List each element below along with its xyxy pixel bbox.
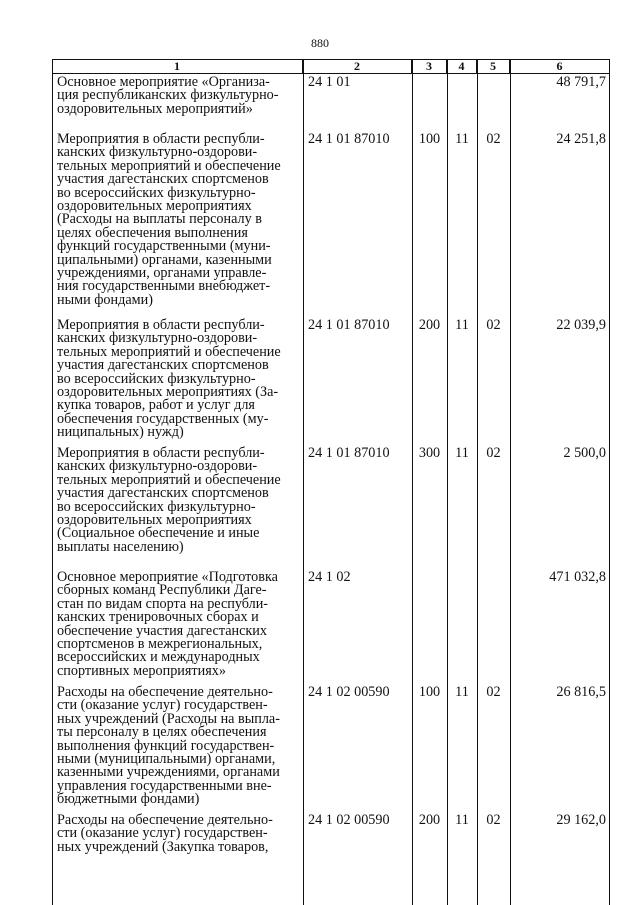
- row-rz: [447, 571, 477, 686]
- table-row: [52, 686, 609, 814]
- column-rule: [609, 59, 610, 905]
- table-row: [52, 447, 609, 571]
- row-pr: [477, 571, 510, 686]
- table-row: [52, 814, 609, 874]
- row-amount: 29 162,0: [556, 812, 606, 828]
- budget-table: [52, 59, 609, 874]
- header-col-2: 2: [303, 60, 412, 73]
- row-vr: 100: [418, 131, 441, 147]
- row-description: Основное мероприятие «Организа- ция республиканских физкультурно- оздоровительных мероприятий»: [57, 74, 279, 117]
- row-vr: 100: [418, 684, 441, 700]
- row-description: Мероприятия в области республи- канских физкультурно-оздорови- тельных мероприятий и обеспечение участия дагестанских спортсменов во всероссийских физкультурно- оздоровительных мероприятиях (Социальное обеспечение и иные выплаты населению): [57, 445, 281, 555]
- row-code: 24 1 02: [308, 569, 351, 585]
- row-pr: 02: [486, 131, 501, 147]
- header-col-6: 6: [556, 59, 563, 73]
- row-description: Мероприятия в области республи- канских физкультурно-оздорови- тельных мероприятий и обеспечение участия дагестанских спортсменов во всероссийских физкультурно- оздоровительных мероприятиях (За- купка товаров, работ и услуг для обеспечения государственных (му- ниципальных) нужд): [57, 317, 281, 441]
- row-rz: [447, 76, 477, 133]
- row-pr: 02: [486, 684, 501, 700]
- row-rz: 11: [455, 131, 469, 147]
- row-code: 24 1 02 00590: [308, 684, 390, 700]
- row-rz: 11: [455, 317, 469, 333]
- row-vr: 200: [418, 812, 441, 828]
- row-vr: [412, 571, 447, 686]
- row-code: 24 1 01 87010: [308, 131, 390, 147]
- table-row: [52, 319, 609, 447]
- row-description: Расходы на обеспечение деятельно- сти (оказание услуг) государствен- ных учреждений (Закупка товаров,: [57, 812, 273, 855]
- table-row: [52, 133, 609, 319]
- row-amount: 22 039,9: [556, 317, 606, 333]
- row-code: 24 1 01 87010: [308, 317, 390, 333]
- row-vr: 300: [418, 445, 441, 461]
- row-amount: 24 251,8: [556, 131, 606, 147]
- row-vr: 200: [418, 317, 441, 333]
- row-code: 24 1 01: [308, 74, 351, 90]
- row-rz: 11: [455, 445, 469, 461]
- table-row: [52, 571, 609, 686]
- header-col-4: 4: [447, 60, 477, 73]
- row-rz: 11: [455, 812, 469, 828]
- row-description: Расходы на обеспечение деятельно- сти (оказание услуг) государствен- ных учреждений (Расходы на выпла- ты персоналу в целях обеспечения выполнения функций государствен- ными (муниципальными) органами, казенными учреждениями, органами управления государственными вне- бюджетными фондами): [57, 684, 280, 808]
- row-description: Мероприятия в области республи- канских физкультурно-оздорови- тельных мероприятий и обеспечение участия дагестанских спортсменов во всероссийских физкультурно- оздоровительных мероприятиях (Расходы на выплаты персоналу в целях обеспечения выполнения функций государственными (муни- ципальными) органами, казенными учреждениями, органами управле- ния государственными внебюджет- ными фондами): [57, 131, 281, 308]
- page-number: 880: [311, 36, 329, 50]
- row-rz: 11: [455, 684, 469, 700]
- header-col-5: 5: [477, 60, 510, 73]
- table-header: [52, 59, 609, 74]
- row-code: 24 1 01 87010: [308, 445, 390, 461]
- row-pr: 02: [486, 317, 501, 333]
- row-pr: 02: [486, 812, 501, 828]
- row-vr: [412, 76, 447, 133]
- row-amount: 471 032,8: [549, 569, 606, 585]
- row-description: Основное мероприятие «Подготовка сборных команд Республики Даге- стан по видам спорта на республи- канских тренировочных сборах и обеспечение участия дагестанских спортсменов в межрегиональных, всероссийских и международных спортивных мероприятиях»: [57, 569, 278, 679]
- row-amount: 48 791,7: [556, 74, 606, 90]
- header-col-3: 3: [412, 60, 447, 73]
- row-pr: 02: [486, 445, 501, 461]
- row-amount: 26 816,5: [556, 684, 606, 700]
- row-code: 24 1 02 00590: [308, 812, 390, 828]
- row-pr: [477, 76, 510, 133]
- table-row: [52, 76, 609, 133]
- row-amount: 2 500,0: [563, 445, 606, 461]
- header-col-1: 1: [52, 60, 303, 73]
